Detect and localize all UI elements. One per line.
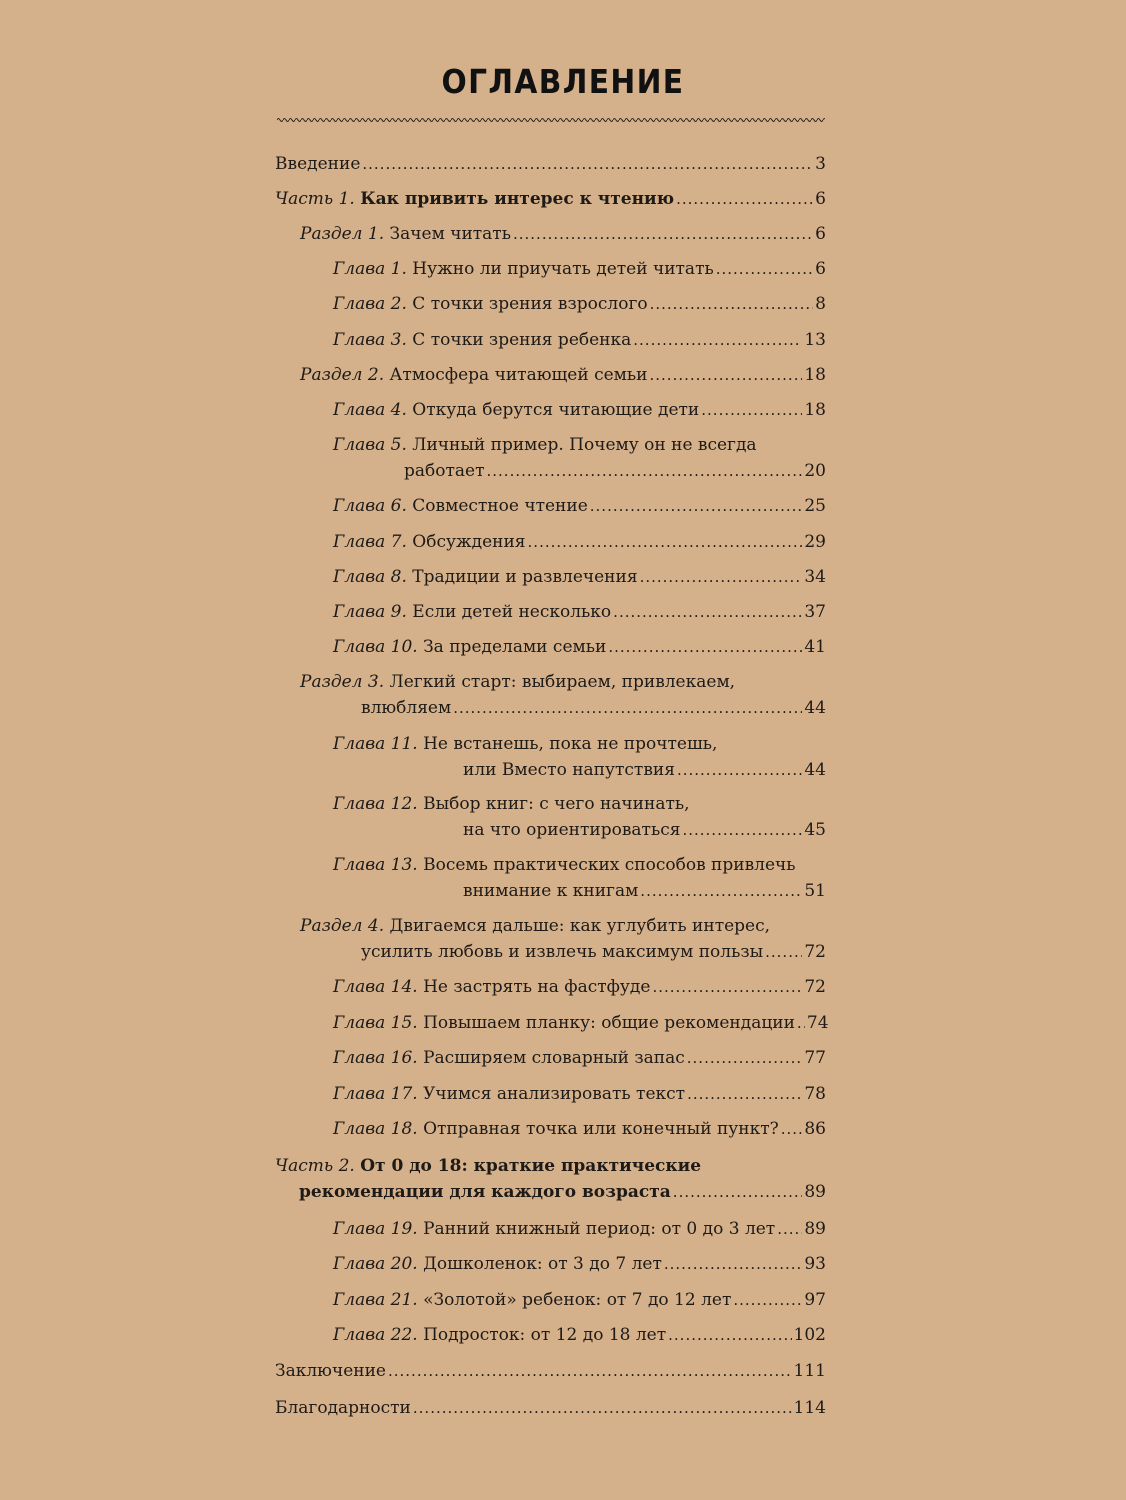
toc-entry-prefix: Глава 12. (333, 794, 424, 814)
toc-entry[interactable] (275, 635, 826, 660)
dot-leader (413, 1396, 792, 1421)
toc-entry[interactable] (275, 853, 826, 904)
toc-entry[interactable] (275, 565, 826, 590)
toc-entry-title: усилить любовь и извлечь максимум пользы (361, 942, 764, 962)
toc-entry-title: Заключение (275, 1361, 386, 1381)
toc-entry-title: Атмосфера читающей семьи (389, 365, 648, 385)
toc-entry[interactable] (275, 1117, 826, 1142)
toc-entry[interactable] (275, 732, 826, 783)
dot-leader (388, 1359, 792, 1384)
page-number: 18 (804, 365, 826, 385)
dot-leader (528, 530, 803, 555)
dot-leader (668, 1323, 791, 1348)
toc-entry[interactable] (275, 1082, 826, 1107)
toc-entry-prefix: Глава 14. (333, 977, 418, 997)
dot-leader (733, 1288, 802, 1313)
dot-leader (676, 187, 813, 212)
toc-entry[interactable] (275, 1011, 829, 1036)
toc-entry[interactable] (275, 363, 826, 388)
toc-entry-title: работает (404, 461, 485, 481)
dot-leader (640, 565, 803, 590)
toc-entry-title-line1: Не встанешь, пока не прочтешь, (423, 734, 718, 754)
dot-leader (677, 758, 802, 783)
toc-entry-title: Учимся анализировать текст (423, 1084, 686, 1104)
toc-entry-title: Введение (275, 154, 361, 174)
toc-entry[interactable] (275, 530, 826, 555)
toc-entry-title: Ранний книжный период: от 0 до 3 лет (423, 1219, 776, 1239)
toc-entry-title-line1: Легкий старт: выбираем, привлекаем, (389, 672, 736, 692)
toc-entry-prefix: Часть 1. (275, 189, 355, 209)
toc-entry-title: Повышаем планку: общие рекомендации (423, 1013, 795, 1033)
toc-entry-prefix: Глава 9. (333, 602, 407, 622)
dot-leader (640, 879, 802, 904)
dot-leader (590, 494, 803, 519)
toc-entry-prefix: Раздел 1. (300, 224, 385, 244)
toc-entry[interactable] (275, 187, 826, 212)
dot-leader (687, 1046, 803, 1071)
toc-entry-title: или Вместо напутствия (463, 760, 675, 780)
page-number: 93 (804, 1254, 826, 1274)
dot-leader (797, 1011, 805, 1036)
toc-entry-title: Откуда берутся читающие дети (412, 400, 700, 420)
toc-entry-title-line1: Выбор книг: с чего начинать, (423, 794, 690, 814)
toc-entry-title: «Золотой» ребенок: от 7 до 12 лет (423, 1290, 732, 1310)
page-number: 29 (804, 532, 826, 552)
toc-entry-title: Как привить интерес к чтению (360, 189, 675, 209)
toc-entry-prefix: Глава 3. (333, 330, 407, 350)
toc-entry[interactable] (275, 975, 826, 1000)
toc-entry-title: Благодарности (275, 1398, 411, 1418)
toc-entry-prefix: Раздел 4. (300, 916, 390, 936)
page-number: 34 (804, 567, 826, 587)
page-number: 74 (806, 1013, 829, 1033)
toc-entry[interactable] (275, 1359, 826, 1384)
toc-entry-prefix: Глава 10. (333, 637, 418, 657)
page-number: 114 (793, 1398, 826, 1418)
toc-entry[interactable] (275, 1288, 826, 1313)
toc-entry-prefix: Глава 4. (333, 400, 407, 420)
toc-entry[interactable] (275, 152, 826, 177)
toc-entry-prefix: Глава 7. (333, 532, 407, 552)
dot-leader (608, 635, 802, 660)
ornament-divider (277, 115, 825, 125)
page-number: 78 (804, 1084, 826, 1104)
dot-leader (777, 1217, 802, 1242)
toc-entry-prefix: Глава 8. (333, 567, 407, 587)
page-number: 18 (804, 400, 826, 420)
toc-entry[interactable] (275, 398, 826, 423)
toc-entry-prefix: Глава 17. (333, 1084, 418, 1104)
toc-entry-title: на что ориентироваться (463, 820, 681, 840)
toc-entry-prefix: Часть 2. (275, 1156, 361, 1176)
dot-leader (765, 940, 802, 965)
toc-entry-title: Отправная точка или конечный пункт? (423, 1119, 779, 1139)
toc-entry-title: Нужно ли приучать детей читать (412, 259, 714, 279)
page-number: 89 (804, 1182, 826, 1202)
dot-leader (613, 600, 802, 625)
toc-entry-title: Обсуждения (412, 532, 526, 552)
toc-entry[interactable] (275, 328, 826, 353)
toc-entry[interactable] (275, 1396, 826, 1421)
page-number: 13 (804, 330, 826, 350)
toc-entry-title: Дошколенок: от 3 до 7 лет (423, 1254, 662, 1274)
dot-leader (650, 292, 814, 317)
toc-entry-title: Не застрять на фастфуде (423, 977, 651, 997)
toc-entry[interactable] (275, 222, 826, 247)
page-number: 6 (815, 224, 826, 244)
dot-leader (781, 1117, 803, 1142)
page-number: 72 (804, 942, 826, 962)
toc-entry[interactable] (275, 792, 826, 843)
toc-entry-title: Совместное чтение (412, 496, 588, 516)
page-number: 25 (804, 496, 826, 516)
page-number: 51 (804, 881, 826, 901)
page-number: 102 (793, 1325, 826, 1345)
dot-leader (650, 363, 803, 388)
dot-leader (682, 818, 802, 843)
page-number: 44 (804, 698, 826, 718)
toc-entry-prefix: Глава 18. (333, 1119, 418, 1139)
page-number: 37 (804, 602, 826, 622)
page-number: 45 (804, 820, 826, 840)
dot-leader (633, 328, 802, 353)
toc-entry[interactable] (275, 433, 826, 484)
dot-leader (652, 975, 802, 1000)
page-number: 3 (815, 154, 826, 174)
dot-leader (453, 696, 802, 721)
toc-entry-prefix: Глава 13. (333, 855, 424, 875)
toc-entry-title: С точки зрения взрослого (412, 294, 648, 314)
toc-entry-title: влюбляем (361, 698, 452, 718)
dot-leader (487, 459, 803, 484)
toc-entry-title-line1: От 0 до 18: краткие практические (360, 1156, 702, 1176)
toc-entry-title-line1: Двигаемся дальше: как углубить интерес, (389, 916, 771, 936)
page-number: 89 (804, 1219, 826, 1239)
page-number: 86 (804, 1119, 826, 1139)
page-number: 111 (793, 1361, 826, 1381)
toc-entry-prefix: Глава 16. (333, 1048, 418, 1068)
toc-entry-title: рекомендации для каждого возраста (299, 1182, 671, 1202)
toc-entry[interactable] (275, 1323, 826, 1348)
toc-entry-title: Если детей несколько (412, 602, 612, 622)
toc-entry-prefix: Глава 20. (333, 1254, 418, 1274)
page-title: ОГЛАВЛЕНИЕ (441, 62, 685, 101)
toc-entry-prefix: Глава 22. (333, 1325, 418, 1345)
toc-entry-prefix: Глава 2. (333, 294, 407, 314)
toc-entry[interactable] (275, 670, 826, 721)
dot-leader (673, 1180, 803, 1205)
page-number: 8 (815, 294, 826, 314)
dot-leader (716, 257, 813, 282)
page-number: 77 (804, 1048, 826, 1068)
page-number: 6 (815, 259, 826, 279)
toc-entry-title: Подросток: от 12 до 18 лет (423, 1325, 667, 1345)
toc-entry[interactable] (275, 257, 826, 282)
toc-entry-title: За пределами семьи (423, 637, 607, 657)
toc-entry-prefix: Глава 1. (333, 259, 407, 279)
toc-entry-title-line1: Восемь практических способов привлечь (423, 855, 796, 875)
toc-entry[interactable] (275, 292, 826, 317)
toc-entry-title: Традиции и развлечения (412, 567, 638, 587)
toc-entry[interactable] (275, 914, 826, 965)
toc-entry-prefix: Раздел 2. (300, 365, 385, 385)
dot-leader (362, 152, 813, 177)
page-number: 44 (804, 760, 826, 780)
toc-entry[interactable] (275, 1217, 826, 1242)
dot-leader (687, 1082, 802, 1107)
toc-entry[interactable] (275, 1046, 826, 1071)
page-number: 72 (804, 977, 826, 997)
toc-entry-title: внимание к книгам (463, 881, 639, 901)
toc-entry-title: Расширяем словарный запас (423, 1048, 685, 1068)
dot-leader (664, 1252, 803, 1277)
toc-entry-prefix: Глава 21. (333, 1290, 418, 1310)
page-number: 97 (804, 1290, 826, 1310)
toc-entry[interactable] (275, 600, 826, 625)
dot-leader (513, 222, 813, 247)
toc-entry-title-line1: Личный пример. Почему он не всегда (412, 435, 757, 455)
page-number: 20 (804, 461, 826, 481)
toc-entry-prefix: Глава 11. (333, 734, 424, 754)
toc-entry[interactable] (275, 1252, 826, 1277)
toc-entry[interactable] (275, 1154, 826, 1205)
toc-entry-prefix: Раздел 3. (300, 672, 390, 692)
page-number: 41 (804, 637, 826, 657)
toc-entry-prefix: Глава 6. (333, 496, 407, 516)
toc-entry-prefix: Глава 19. (333, 1219, 418, 1239)
toc-entry-prefix: Глава 5. (333, 435, 413, 455)
page-number: 6 (815, 189, 826, 209)
toc-entry[interactable] (275, 494, 826, 519)
toc-entry-title: С точки зрения ребенка (412, 330, 632, 350)
toc-entry-title: Зачем читать (389, 224, 511, 244)
toc-entry-prefix: Глава 15. (333, 1013, 418, 1033)
dot-leader (701, 398, 802, 423)
